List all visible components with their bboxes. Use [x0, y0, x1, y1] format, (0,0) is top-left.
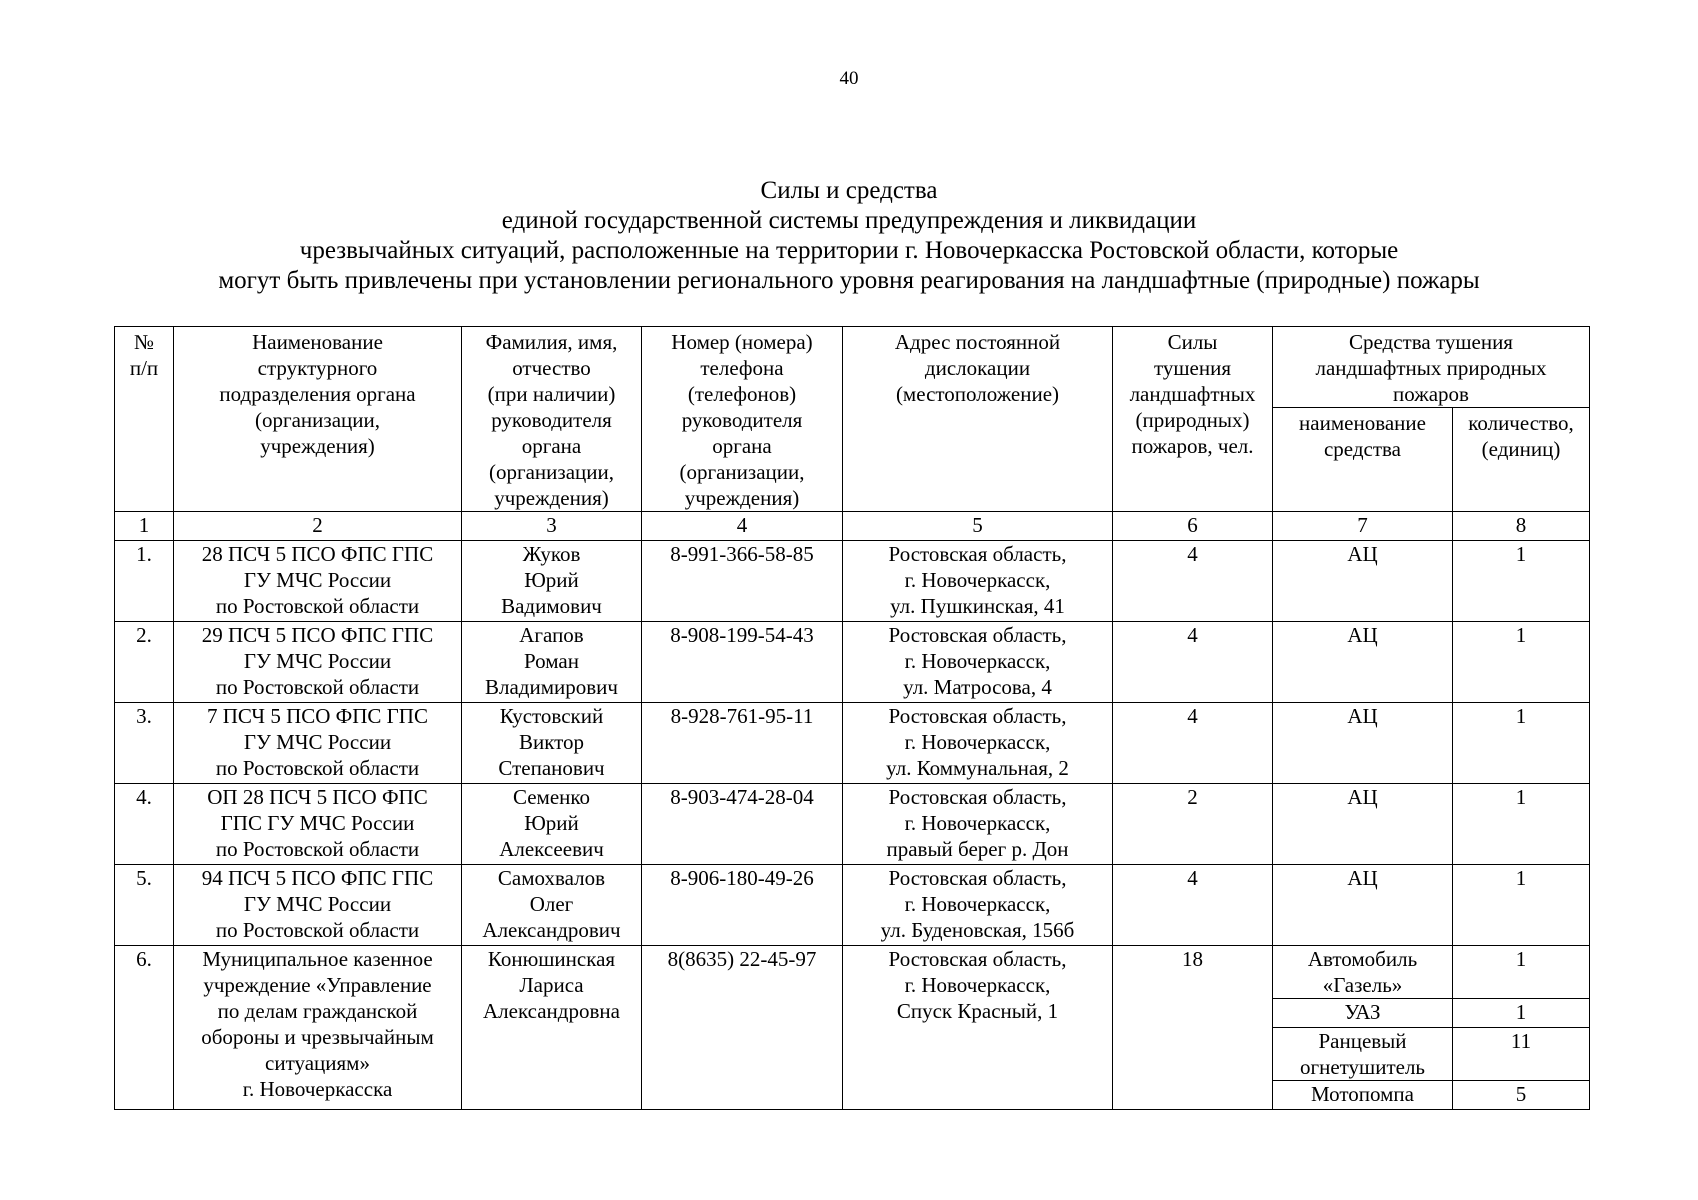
address-line: Ростовская область, [888, 704, 1067, 728]
header-line: органа [521, 434, 582, 458]
head-name-line: Вадимович [501, 594, 602, 618]
organization-line: ситуациям» [265, 1051, 370, 1075]
header-line: Фамилия, имя, [485, 330, 618, 354]
means-qty-cell: 11 [1453, 1028, 1590, 1081]
means-name-line: Ранцевый [1318, 1029, 1407, 1053]
means-name-line: АЦ [1347, 866, 1378, 890]
header-line: (местоположение) [895, 382, 1060, 406]
row-number: 6. [115, 946, 174, 1110]
title-line: чрезвычайных ситуаций, расположенные на территории г. Новочеркасска Ростовской области, которые [299, 237, 1399, 264]
head-name-line: Алексеевич [499, 837, 604, 861]
header-number [115, 327, 174, 512]
header-line: пожаров, чел. [1131, 434, 1254, 458]
header-phone [642, 327, 843, 512]
header-line: пожаров [1393, 382, 1469, 406]
head-name-cell [462, 784, 642, 865]
means-qty-cell: 1 [1453, 703, 1590, 784]
means-qty-cell: 1 [1453, 946, 1590, 999]
row-number: 5. [115, 865, 174, 946]
address-cell [843, 703, 1113, 784]
phone-cell: 8-906-180-49-26 [642, 865, 843, 946]
organization-line: по Ростовской области [215, 756, 420, 780]
head-name-line: Агапов [519, 623, 584, 647]
header-line: подразделения органа [219, 382, 416, 406]
address-line: г. Новочеркасск, [904, 973, 1051, 997]
address-line: Ростовская область, [888, 785, 1067, 809]
organization-line: по Ростовской области [215, 675, 420, 699]
address-line: правый берег р. Дон [886, 837, 1069, 861]
header-line: учреждения) [684, 486, 800, 510]
column-number-row [115, 512, 1590, 541]
organization-line: учреждение «Управление [203, 973, 432, 997]
organization-line: ГУ МЧС России [243, 568, 392, 592]
header-line: п/п [129, 356, 159, 380]
head-name-line: Александрович [482, 918, 621, 942]
header-line: дислокации [924, 356, 1031, 380]
head-name-line: Юрий [524, 568, 579, 592]
forces-cell: 2 [1113, 784, 1273, 865]
means-name-cell [1273, 784, 1453, 865]
header-line: (телефонов) [687, 382, 797, 406]
organization-line: 29 ПСЧ 5 ПСО ФПС ГПС [201, 623, 434, 647]
head-name-line: Конюшинская [487, 947, 616, 971]
head-name-line: Юрий [524, 811, 579, 835]
organization-cell [174, 946, 462, 1110]
organization-line: Муниципальное казенное [202, 947, 433, 971]
table-row [115, 703, 1590, 784]
phone-cell: 8-903-474-28-04 [642, 784, 843, 865]
header-forces [1113, 327, 1273, 512]
address-line: г. Новочеркасск, [904, 730, 1051, 754]
organization-line: ГУ МЧС России [243, 892, 392, 916]
means-name-cell [1273, 999, 1453, 1028]
header-line: Номер (номера) [671, 330, 813, 354]
phone-cell: 8-928-761-95-11 [642, 703, 843, 784]
address-cell [843, 784, 1113, 865]
means-name-cell [1273, 622, 1453, 703]
organization-cell [174, 865, 462, 946]
means-name-cell [1273, 703, 1453, 784]
means-name-line: АЦ [1347, 704, 1378, 728]
means-name-line: «Газель» [1322, 973, 1403, 997]
header-line: структурного [257, 356, 378, 380]
title-line: единой государственной системы предупреждения и ликвидации [501, 207, 1197, 234]
column-number: 1 [115, 512, 174, 541]
organization-line: ГУ МЧС России [243, 730, 392, 754]
header-means-qty [1453, 408, 1590, 512]
head-name-line: Владимирович [485, 675, 618, 699]
head-name-line: Семенко [512, 785, 591, 809]
header-organization [174, 327, 462, 512]
column-number: 7 [1273, 512, 1453, 541]
header-line: количество, [1468, 411, 1574, 435]
header-line: средства [1323, 437, 1401, 461]
column-number: 4 [642, 512, 843, 541]
title-line: Силы и средства [760, 177, 938, 204]
row-number: 1. [115, 541, 174, 622]
table-row [115, 784, 1590, 865]
organization-line: г. Новочеркасска [242, 1077, 393, 1101]
address-line: г. Новочеркасск, [904, 568, 1051, 592]
address-cell [843, 541, 1113, 622]
header-line: наименование [1299, 411, 1426, 435]
head-name-line: Лариса [519, 973, 584, 997]
means-name-cell [1273, 946, 1453, 999]
header-line: (организации, [489, 460, 614, 484]
means-name-cell [1273, 865, 1453, 946]
row-number: 3. [115, 703, 174, 784]
organization-line: ОП 28 ПСЧ 5 ПСО ФПС [207, 785, 428, 809]
organization-line: 28 ПСЧ 5 ПСО ФПС ГПС [201, 542, 434, 566]
header-line: руководителя [491, 408, 612, 432]
column-number: 8 [1453, 512, 1590, 541]
head-name-line: Олег [529, 892, 574, 916]
organization-line: ГПС ГУ МЧС России [220, 811, 415, 835]
head-name-line: Виктор [518, 730, 585, 754]
means-name-line: Мотопомпа [1311, 1082, 1414, 1106]
header-means-name [1273, 408, 1453, 512]
head-name-line: Самохвалов [497, 866, 606, 890]
means-qty-cell: 1 [1453, 784, 1590, 865]
forces-cell: 18 [1113, 946, 1273, 1110]
header-line: телефона [700, 356, 784, 380]
means-name-cell [1273, 1028, 1453, 1081]
means-name-line: АЦ [1347, 623, 1378, 647]
means-name-line: АЦ [1347, 542, 1378, 566]
organization-cell [174, 622, 462, 703]
header-line: (при наличии) [487, 382, 616, 406]
head-name-cell [462, 622, 642, 703]
table-row [115, 865, 1590, 946]
address-line: Спуск Красный, 1 [896, 999, 1059, 1023]
header-line: (организации, [679, 460, 805, 484]
header-line: ландшафтных природных [1315, 356, 1547, 380]
head-name-cell [462, 541, 642, 622]
means-qty-cell: 1 [1453, 999, 1590, 1028]
address-line: г. Новочеркасск, [904, 892, 1051, 916]
address-line: г. Новочеркасск, [904, 649, 1051, 673]
document-title [0, 176, 1698, 296]
means-qty-cell: 1 [1453, 865, 1590, 946]
means-name-line: АЦ [1347, 785, 1378, 809]
address-line: Ростовская область, [888, 542, 1067, 566]
means-name-cell [1273, 1081, 1453, 1110]
address-line: ул. Коммунальная, 2 [886, 756, 1069, 780]
address-line: ул. Матросова, 4 [903, 675, 1052, 699]
title-line: могут быть привлечены при установлении регионального уровня реагирования на ландшафтные (природные) пожары [218, 267, 1480, 294]
head-name-cell [462, 946, 642, 1110]
forces-cell: 4 [1113, 541, 1273, 622]
column-number: 3 [462, 512, 642, 541]
header-line: органа [712, 434, 772, 458]
address-cell [843, 622, 1113, 703]
organization-line: по Ростовской области [215, 918, 420, 942]
head-name-line: Степанович [498, 756, 605, 780]
organization-line: по Ростовской области [215, 594, 420, 618]
organization-cell [174, 703, 462, 784]
organization-line: по делам гражданской [217, 999, 418, 1023]
forces-cell: 4 [1113, 865, 1273, 946]
organization-line: по Ростовской области [215, 837, 420, 861]
table-row [115, 946, 1590, 999]
address-line: Ростовская область, [888, 947, 1067, 971]
address-line: ул. Пушкинская, 41 [890, 594, 1065, 618]
header-line: руководителя [681, 408, 803, 432]
head-name-line: Жуков [522, 542, 581, 566]
organization-line: 7 ПСЧ 5 ПСО ФПС ГПС [207, 704, 428, 728]
address-line: ул. Буденовская, 156б [880, 918, 1075, 942]
organization-cell [174, 541, 462, 622]
forces-table [114, 326, 1590, 1110]
phone-cell: 8(8635) 22-45-97 [642, 946, 843, 1110]
means-name-line: Автомобиль [1307, 947, 1418, 971]
head-name-line: Роман [524, 649, 579, 673]
address-line: Ростовская область, [888, 623, 1067, 647]
organization-line: ГУ МЧС России [243, 649, 392, 673]
header-line: Средства тушения [1349, 330, 1513, 354]
header-line: (организации, [255, 408, 380, 432]
head-name-line: Кустовский [499, 704, 604, 728]
header-line: № [133, 330, 155, 354]
column-number: 6 [1113, 512, 1273, 541]
row-number: 2. [115, 622, 174, 703]
header-line: Наименование [252, 330, 383, 354]
address-cell [843, 946, 1113, 1110]
header-address [843, 327, 1113, 512]
header-line: отчество [512, 356, 591, 380]
phone-cell: 8-991-366-58-85 [642, 541, 843, 622]
address-cell [843, 865, 1113, 946]
header-line: Силы [1167, 330, 1218, 354]
forces-cell: 4 [1113, 703, 1273, 784]
table-row [115, 541, 1590, 622]
header-line: тушения [1153, 356, 1232, 380]
head-name-cell [462, 865, 642, 946]
header-line: учреждения) [260, 434, 375, 458]
header-line: учреждения) [494, 486, 609, 510]
page-number: 40 [839, 68, 859, 89]
header-line: ландшафтных [1129, 382, 1256, 406]
means-qty-cell: 1 [1453, 541, 1590, 622]
header-line: Адрес постоянной [894, 330, 1061, 354]
means-name-cell [1273, 541, 1453, 622]
address-line: г. Новочеркасск, [904, 811, 1051, 835]
means-qty-cell: 5 [1453, 1081, 1590, 1110]
means-qty-cell: 1 [1453, 622, 1590, 703]
row-number: 4. [115, 784, 174, 865]
table-row [115, 622, 1590, 703]
column-number: 5 [843, 512, 1113, 541]
head-name-cell [462, 703, 642, 784]
column-number: 2 [174, 512, 462, 541]
head-name-line: Александровна [483, 999, 620, 1023]
organization-cell [174, 784, 462, 865]
means-name-line: огнетушитель [1299, 1055, 1426, 1079]
header-means-group [1273, 327, 1590, 408]
header-line: (природных) [1135, 408, 1250, 432]
header-line: (единиц) [1481, 437, 1561, 461]
phone-cell: 8-908-199-54-43 [642, 622, 843, 703]
means-name-line: УАЗ [1344, 1000, 1381, 1024]
organization-line: обороны и чрезвычайным [201, 1025, 434, 1049]
address-line: Ростовская область, [888, 866, 1067, 890]
organization-line: 94 ПСЧ 5 ПСО ФПС ГПС [201, 866, 434, 890]
forces-cell: 4 [1113, 622, 1273, 703]
header-head-name [462, 327, 642, 512]
